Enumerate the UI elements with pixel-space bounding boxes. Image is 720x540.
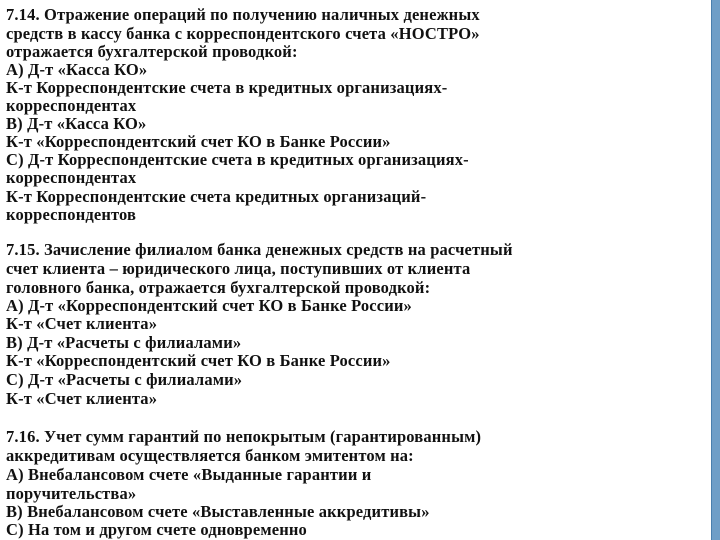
q715-answer-a: А) Д-т «Корреспондентский счет КО в Банке России» [6,296,412,315]
q714-line-11: К-т Корреспондентские счета кредитных организаций- [6,187,427,206]
q714-answer-b: В) Д-т «Касса КО» [6,114,147,133]
q714-line-12: корреспондентов [6,205,137,224]
q716-line-2: аккредитивам осуществляется банком эмитентом на: [6,446,414,465]
q715-line-3: головного банка, отражается бухгалтерской проводкой: [6,278,431,297]
q714-line-1: 7.14. Отражение операций по получению наличных денежных [6,5,480,24]
q716-answer-a: А) Внебалансовом счете «Выданные гарантии и [6,465,372,484]
q714-line-2: средств в кассу банка с корреспондентского счета «НОСТРО» [6,24,480,43]
q715-line-2: счет клиента – юридического лица, поступивших от клиента [6,259,471,278]
q715-answer-b: В) Д-т «Расчеты с филиалами» [6,333,242,352]
q714-answer-a: А) Д-т «Касса КО» [6,60,148,79]
slide-edge-border [711,0,720,540]
q714-line-3: отражается бухгалтерской проводкой: [6,42,298,61]
q715-answer-c: С) Д-т «Расчеты с филиалами» [6,370,243,389]
q715-line-7: К-т «Корреспондентский счет КО в Банке России» [6,351,391,370]
q714-line-5: К-т Корреспондентские счета в кредитных организациях- [6,78,448,97]
q714-line-8: К-т «Корреспондентский счет КО в Банке России» [6,132,391,151]
q716-answer-b: В) Внебалансовом счете «Выставленные аккредитивы» [6,502,430,521]
q714-line-6: корреспондентах [6,96,137,115]
q716-line-4: поручительства» [6,484,137,503]
q714-answer-c: С) Д-т Корреспондентские счета в кредитных организациях- [6,150,469,169]
q716-line-1: 7.16. Учет сумм гарантий по непокрытым (гарантированным) [6,427,482,446]
q714-line-10: корреспондентах [6,168,137,187]
q715-line-1: 7.15. Зачисление филиалом банка денежных средств на расчетный [6,240,513,259]
q715-line-9: К-т «Счет клиента» [6,389,158,408]
q715-line-5: К-т «Счет клиента» [6,314,158,333]
q716-answer-c: С) На том и другом счете одновременно [6,520,307,539]
